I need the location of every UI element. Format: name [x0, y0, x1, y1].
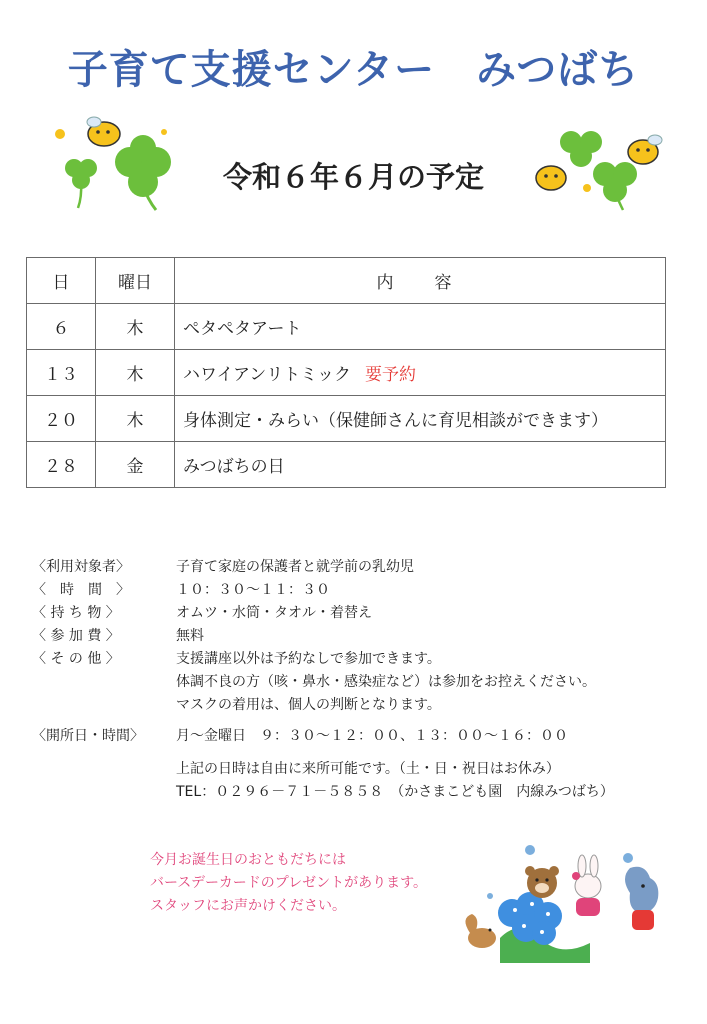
info-label-items: 〈 持 ち 物 〉 [32, 605, 120, 621]
animals-hydrangea-illustration [460, 838, 675, 968]
row-day: ６ [27, 304, 96, 350]
column-header-weekday: 曜日 [96, 258, 175, 304]
row-content [175, 442, 666, 488]
schedule-table [26, 257, 666, 488]
page-title: 子育て支援センター みつばち [67, 47, 640, 93]
column-header-day: 日 [27, 258, 96, 304]
row-weekday: 木 [96, 396, 175, 442]
info-label-open: 〈開所日・時間〉 [32, 728, 144, 744]
schedule-title: 令和６年６月の予定 [222, 160, 484, 194]
row-content-text: ペタペタアート [183, 319, 302, 339]
row-day: ２０ [27, 396, 96, 442]
info-label-time: 〈 時 間 〉 [32, 582, 130, 598]
row-weekday: 木 [96, 304, 175, 350]
info-value-target: 子育て家庭の保護者と就学前の乳幼児 [176, 559, 414, 575]
row-day: １３ [27, 350, 96, 396]
row-content-text: ハワイアンリトミック [183, 365, 351, 385]
info-value-open: 月～金曜日 ９：３０～１２：００、１３：００～１６：００ [176, 728, 568, 744]
row-weekday: 金 [96, 442, 175, 488]
info-free-visit: 上記の日時は自由に来所可能です。（土・日・祝日はお休み） [176, 761, 560, 777]
info-label-other: 〈 そ の 他 〉 [32, 651, 120, 667]
row-content-text: 身体測定・みらい（保健師さんに育児相談ができます） [183, 411, 608, 431]
reservation-required-note: 要予約 [364, 365, 416, 385]
row-content [175, 304, 666, 350]
info-value-other-3: マスクの着用は、個人の判断となります。 [176, 697, 441, 713]
birthday-notice-line-1: 今月お誕生日のおともだちには [150, 852, 346, 868]
info-tel: TEL：０２９６－７１－５８５８ （かさまこども園 内線みつばち） [176, 784, 614, 800]
info-label-fee: 〈 参 加 費 〉 [32, 628, 120, 644]
row-content [175, 396, 666, 442]
info-value-other-2: 体調不良の方（咳・鼻水・感染症など）は参加をお控えください。 [176, 674, 596, 690]
info-label-target: 〈利用対象者〉 [32, 559, 130, 575]
row-weekday: 木 [96, 350, 175, 396]
table-row [27, 442, 666, 488]
table-row [27, 396, 666, 442]
birthday-notice-line-2: バースデーカードのプレゼントがあります。 [150, 875, 428, 891]
birthday-notice-line-3: スタッフにお声かけください。 [150, 898, 346, 914]
table-row [27, 350, 666, 396]
row-day: ２８ [27, 442, 96, 488]
row-content [175, 350, 666, 396]
table-header-row [27, 258, 666, 304]
info-value-fee: 無料 [176, 628, 204, 644]
info-value-time: １０：３０～１１：３０ [176, 582, 330, 598]
table-row [27, 304, 666, 350]
row-content-text: みつばちの日 [183, 457, 285, 477]
info-value-items: オムツ・水筒・タオル・着替え [176, 605, 372, 621]
info-value-other-1: 支援講座以外は予約なしで参加できます。 [176, 651, 441, 667]
column-header-content: 内 容 [175, 258, 666, 304]
